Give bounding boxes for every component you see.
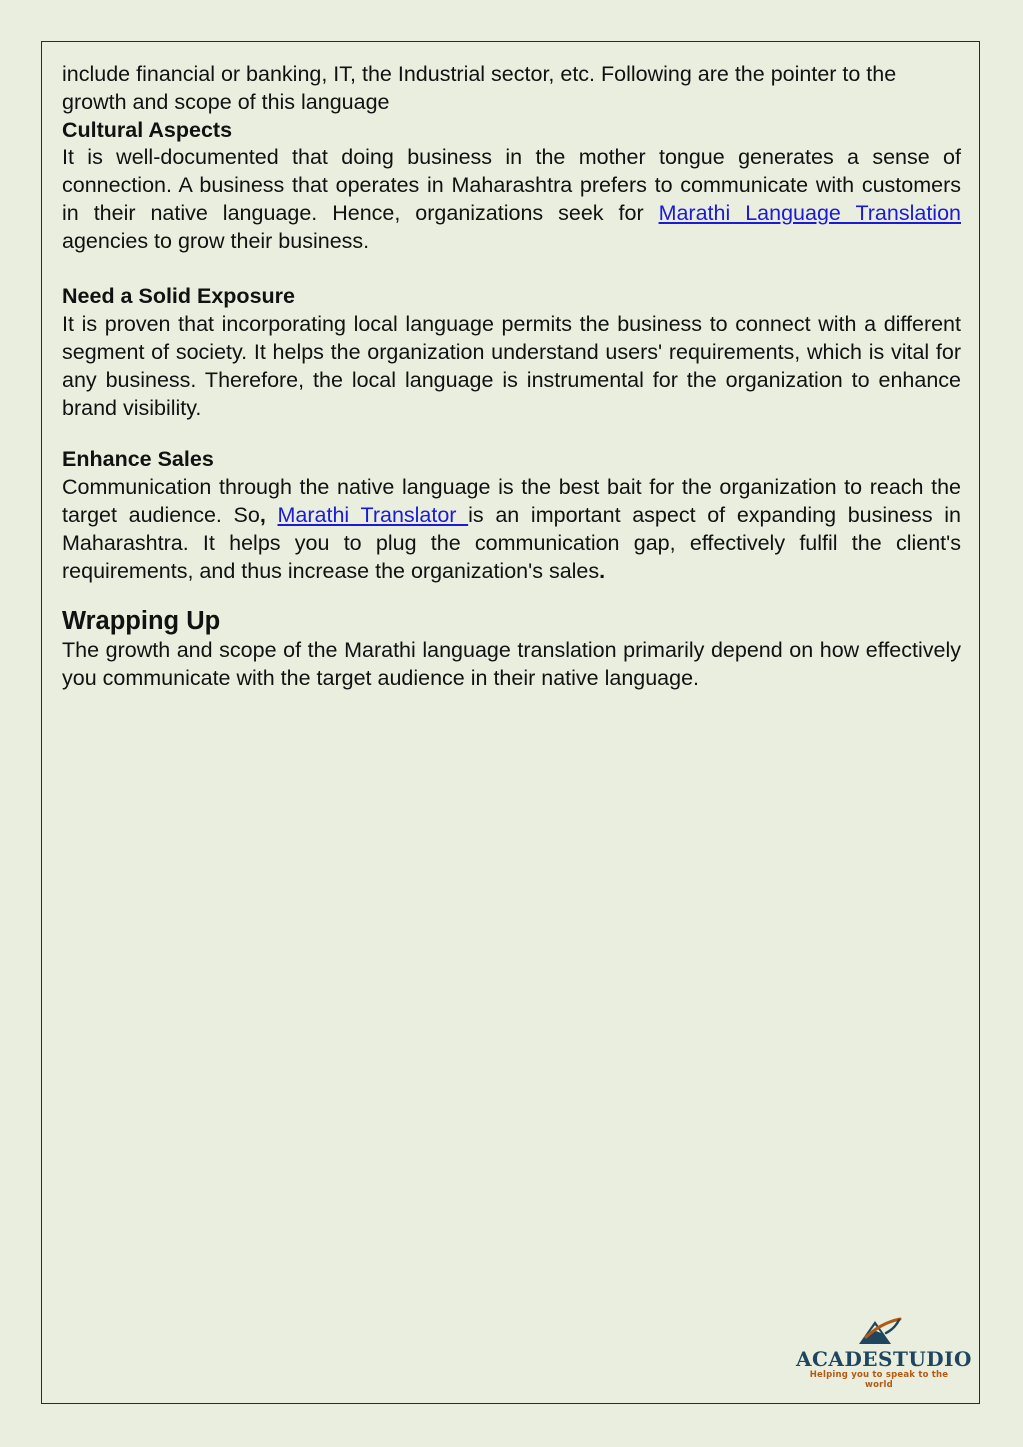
heading-wrapping-up: Wrapping Up [62, 607, 221, 636]
marathi-translator-link[interactable]: Marathi Translator [277, 502, 469, 527]
sales-comma: , [259, 502, 266, 527]
exposure-paragraph: It is proven that incorporating local language permits the business to connect with a different segment of society. It helps the organization understand users' requirements, which is vital for any business. Therefore, the local language is instrumental for the organization to enhance brand visibility. [62, 312, 961, 420]
heading-enhance-sales: Enhance Sales [62, 447, 214, 472]
cultural-text-after: agencies to grow their business. [62, 228, 370, 253]
heading-need-solid-exposure: Need a Solid Exposure [62, 284, 295, 309]
document-body [62, 61, 961, 693]
acadestudio-logo [796, 1316, 972, 1390]
logo-mountain-icon [856, 1316, 902, 1346]
heading-cultural-aspects: Cultural Aspects [62, 117, 233, 142]
cultural-text-before: It is well-documented that doing business in the mother tongue generates a sense of connection. A business that operates in Maharashtra prefers to communicate with customers in their native language. Hence, organizations seek for [62, 145, 961, 225]
marathi-language-translation-link[interactable]: Marathi Language Translation [658, 200, 961, 225]
sales-period: . [599, 558, 606, 583]
logo-name: ACADESTUDIO [796, 1347, 972, 1371]
wrapping-paragraph: The growth and scope of the Marathi language translation primarily depend on how effectively you communicate with the target audience in their native language. [62, 638, 961, 691]
logo-tagline: Helping you to speak to the world [809, 1370, 949, 1390]
intro-paragraph: include financial or banking, IT, the Industrial sector, etc. Following are the pointer to the growth and scope of this language [62, 62, 897, 114]
sales-text-before: Communication through the native language is the best bait for the organization to reach the target audience. So [62, 475, 961, 527]
sales-paragraph [62, 474, 961, 585]
cultural-paragraph [62, 144, 961, 255]
sales-text-after: is an important aspect of expanding business in Maharashtra. It helps you to plug the communication gap, effectively fulfil the client's requirements, and thus increase the organization's sales [62, 502, 961, 583]
